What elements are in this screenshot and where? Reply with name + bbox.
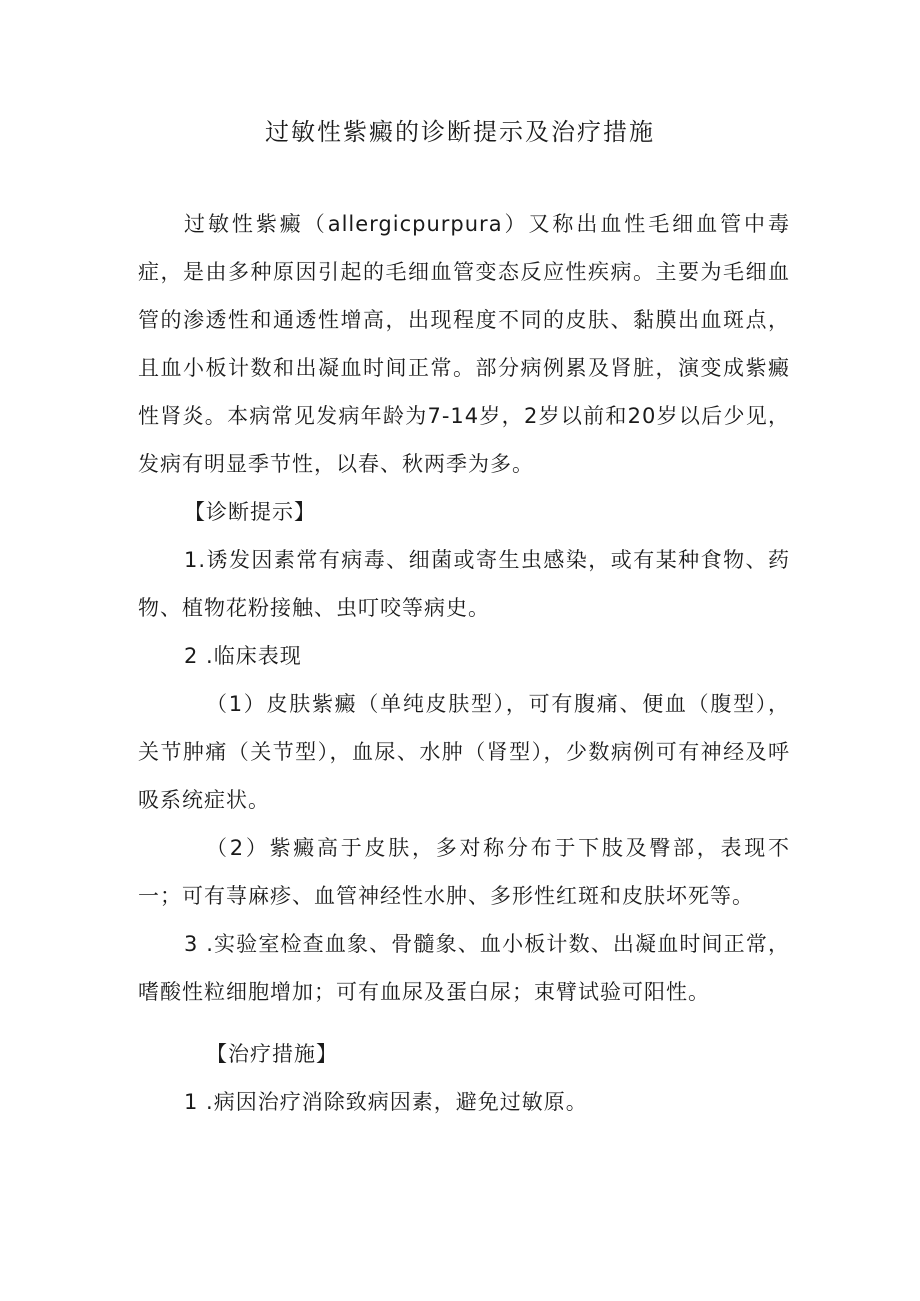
treatment-heading: 【治疗措施】	[206, 1042, 338, 1066]
treatment-item-1: 1 .病因治疗消除致病因素，避免过敏原。	[184, 1090, 588, 1114]
diagnosis-item-2-sub-1: （1）皮肤紫癜（单纯皮肤型），可有腹痛、便血（腹型），关节肿痛（关节型），血尿、水肿（肾型），少数病例可有神经及呼吸系统症状。	[138, 692, 790, 812]
diagnosis-heading: 【诊断提示】	[184, 500, 316, 524]
diagnosis-item-3: 3 .实验室检查血象、骨髓象、血小板计数、出凝血时间正常，嗜酸性粒细胞增加；可有血尿及蛋白尿；束臂试验可阳性。	[138, 932, 790, 1004]
diagnosis-item-2-sub-2: （2）紫癜高于皮肤，多对称分布于下肢及臀部，表现不一；可有荨麻疹、血管神经性水肿、多形性红斑和皮肤坏死等。	[138, 836, 790, 908]
document-body	[138, 200, 790, 1126]
diagnosis-item-1: 1.诱发因素常有病毒、细菌或寄生虫感染，或有某种食物、药物、植物花粉接触、虫叮咬等病史。	[138, 548, 790, 620]
intro-paragraph: 过敏性紫癜（allergicpurpura）又称出血性毛细血管中毒症，是由多种原因引起的毛细血管变态反应性疾病。主要为毛细血管的渗透性和通透性增高，出现程度不同的皮肤、黏膜出血斑点，且血小板计数和出凝血时间正常。部分病例累及肾脏，演变成紫癜性肾炎。本病常见发病年龄为7-14岁，2岁以前和20岁以后少见，发病有明显季节性，以春、秋两季为多。	[138, 212, 790, 476]
diagnosis-item-2: 2 .临床表现	[184, 644, 302, 668]
document-title: 过敏性紫癜的诊断提示及治疗措施	[265, 118, 655, 146]
